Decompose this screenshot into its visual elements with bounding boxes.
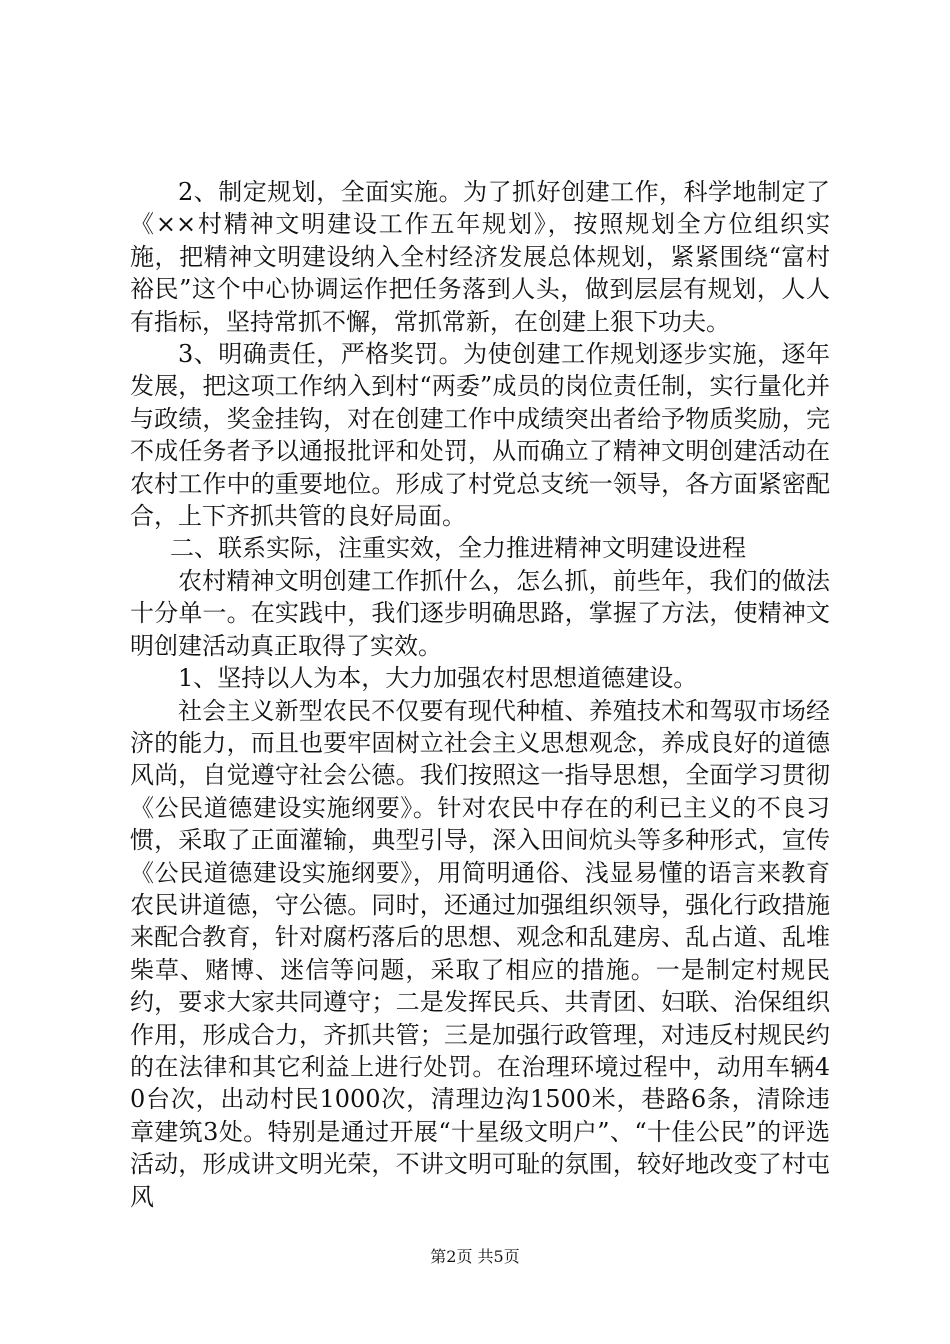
paragraph-moral-construction: 社会主义新型农民不仅要有现代种植、养殖技术和驾驭市场经济的能力，而且也要牢固树立社会主义思想观念，养成良好的道德风尚，自觉遵守社会公德。我们按照这一指导思想，全面学习贯彻《公民道德建设实施纲要》。针对农民中存在的利已主义的不良习惯，采取了正面灌输，典型引导，深入田间炕头等多种形式，宣传《公民道德建设实施纲要》，用简明通俗、浅显易懂的语言来教育农民讲道德，守公德。同时，还通过加强组织领导，强化行政措施来配合教育，针对腐朽落后的思想、观念和乱建房、乱占道、乱堆柴草、赌博、迷信等问题，采取了相应的措施。一是制定村规民约，要求大家共同遵守；二是发挥民兵、共青团、妇联、治保组织作用，形成合力，齐抓共管；三是加强行政管理，对违反村规民约的在法律和其它利益上进行处罚。在治理环境过程中，动用车辆40台次，出动村民1000次，清理边沟1500米，巷路6条，清除违章建筑3处。特别是通过开展“十星级文明户”、“十佳公民”的评选活动，形成讲文明光荣，不讲文明可耻的氛围，较好地改变了村屯风: [130, 696, 830, 1211]
subheading-people-oriented: 1、坚持以人为本，大力加强农村思想道德建设。: [178, 664, 698, 693]
page-footer: 第2页 共5页: [430, 1247, 520, 1266]
document-body: [130, 176, 830, 1213]
paragraph-responsibility: 3、明确责任，严格奖罚。为使创建工作规划逐步实施，逐年发展，把这项工作纳入到村“两委”成员的岗位责任制，实行量化并与政绩，奖金挂钩，对在创建工作中成绩突出者给予物质奖励，完不成任务者予以通报批评和处罚，从而确立了精神文明创建活动在农村工作中的重要地位。形成了村党总支统一领导，各方面紧密配合，上下齐抓共管的良好局面。: [130, 340, 830, 531]
paragraph-plan: 2、制定规划，全面实施。为了抓好创建工作，科学地制定了《××村精神文明建设工作五年规划》，按照规划全方位组织实施，把精神文明建设纳入全村经济发展总体规划，紧紧围绕“富村裕民”这个中心协调运作把任务落到人头，做到层层有规划，人人有指标，坚持常抓不懈，常抓常新，在创建上狠下功夫。: [130, 178, 830, 336]
section-heading: 二、联系实际，注重实效，全力推进精神文明建设进程: [170, 534, 746, 563]
paragraph-intro: 农村精神文明创建工作抓什么，怎么抓，前些年，我们的做法十分单一。在实践中，我们逐步明确思路，掌握了方法，使精神文明创建活动真正取得了实效。: [130, 566, 830, 660]
